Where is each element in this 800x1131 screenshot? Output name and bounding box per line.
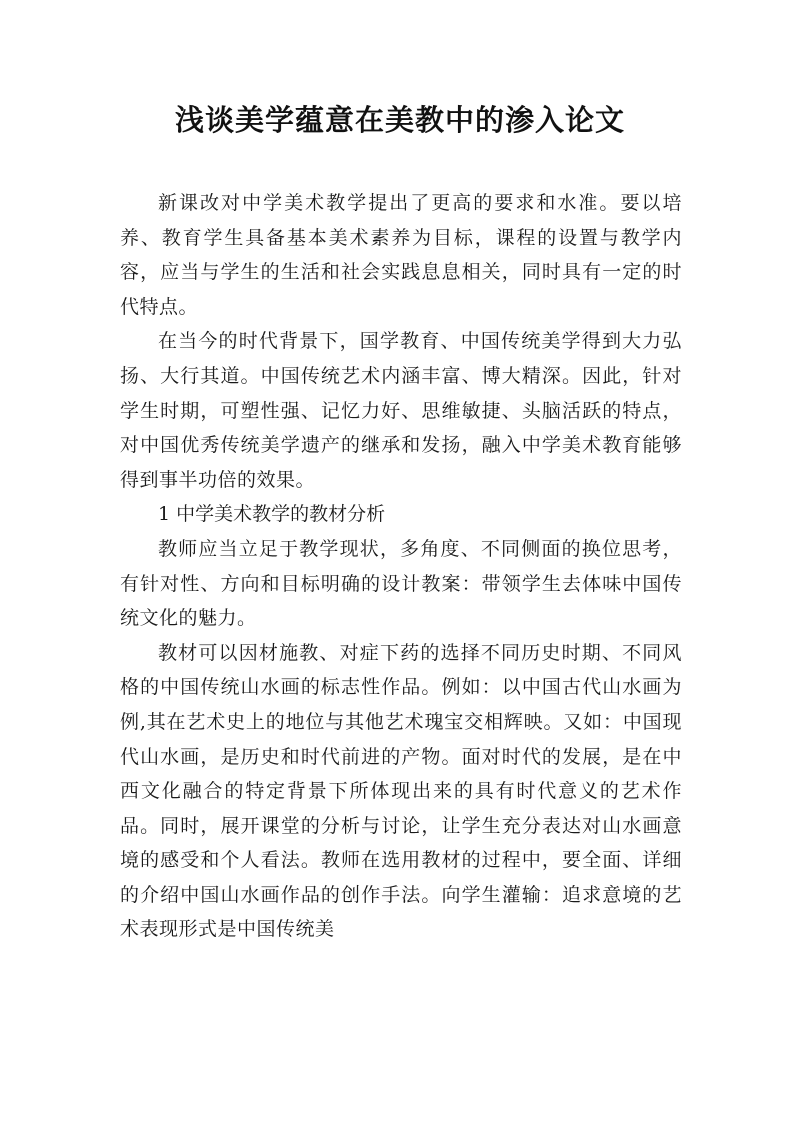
section-heading-1: 1 中学美术教学的教材分析 xyxy=(158,503,386,526)
paragraph-1: 新课改对中学美术教学提出了更高的要求和水准。要以培养、教育学生具备基本美术素养为目标，课程的设置与教学内容，应当与学生的生活和社会实践息息相关，同时具有一定的时代特点。 xyxy=(120,192,682,318)
document-body xyxy=(120,186,682,947)
paragraph-4: 教材可以因材施教、对症下药的选择不同历史时期、不同风格的中国传统山水画的标志性作品。例如：以中国古代山水画为例,其在艺术史上的地位与其他艺术瑰宝交相辉映。又如：中国现代山水画，是历史和时代前进的产物。面对时代的发展，是在中西文化融合的特定背景下所体现出来的具有时代意义的艺术作品。同时，展开课堂的分析与讨论，让学生充分表达对山水画意境的感受和个人看法。教师在选用教材的过程中，要全面、详细的介绍中国山水画作品的创作手法。向学生灌输：追求意境的艺术表现形式是中国传统美 xyxy=(120,641,682,941)
paragraph-3: 教师应当立足于教学现状，多角度、不同侧面的换位思考，有针对性、方向和目标明确的设计教案：带领学生去体味中国传统文化的魅力。 xyxy=(120,537,682,630)
paragraph-2: 在当今的时代背景下，国学教育、中国传统美学得到大力弘扬、大行其道。中国传统艺术内涵丰富、博大精深。因此，针对学生时期，可塑性强、记忆力好、思维敏捷、头脑活跃的特点，对中国优秀传统美学遗产的继承和发扬，融入中学美术教育能够得到事半功倍的效果。 xyxy=(120,330,682,491)
document-title: 浅谈美学蕴意在美教中的渗入论文 xyxy=(174,103,625,137)
